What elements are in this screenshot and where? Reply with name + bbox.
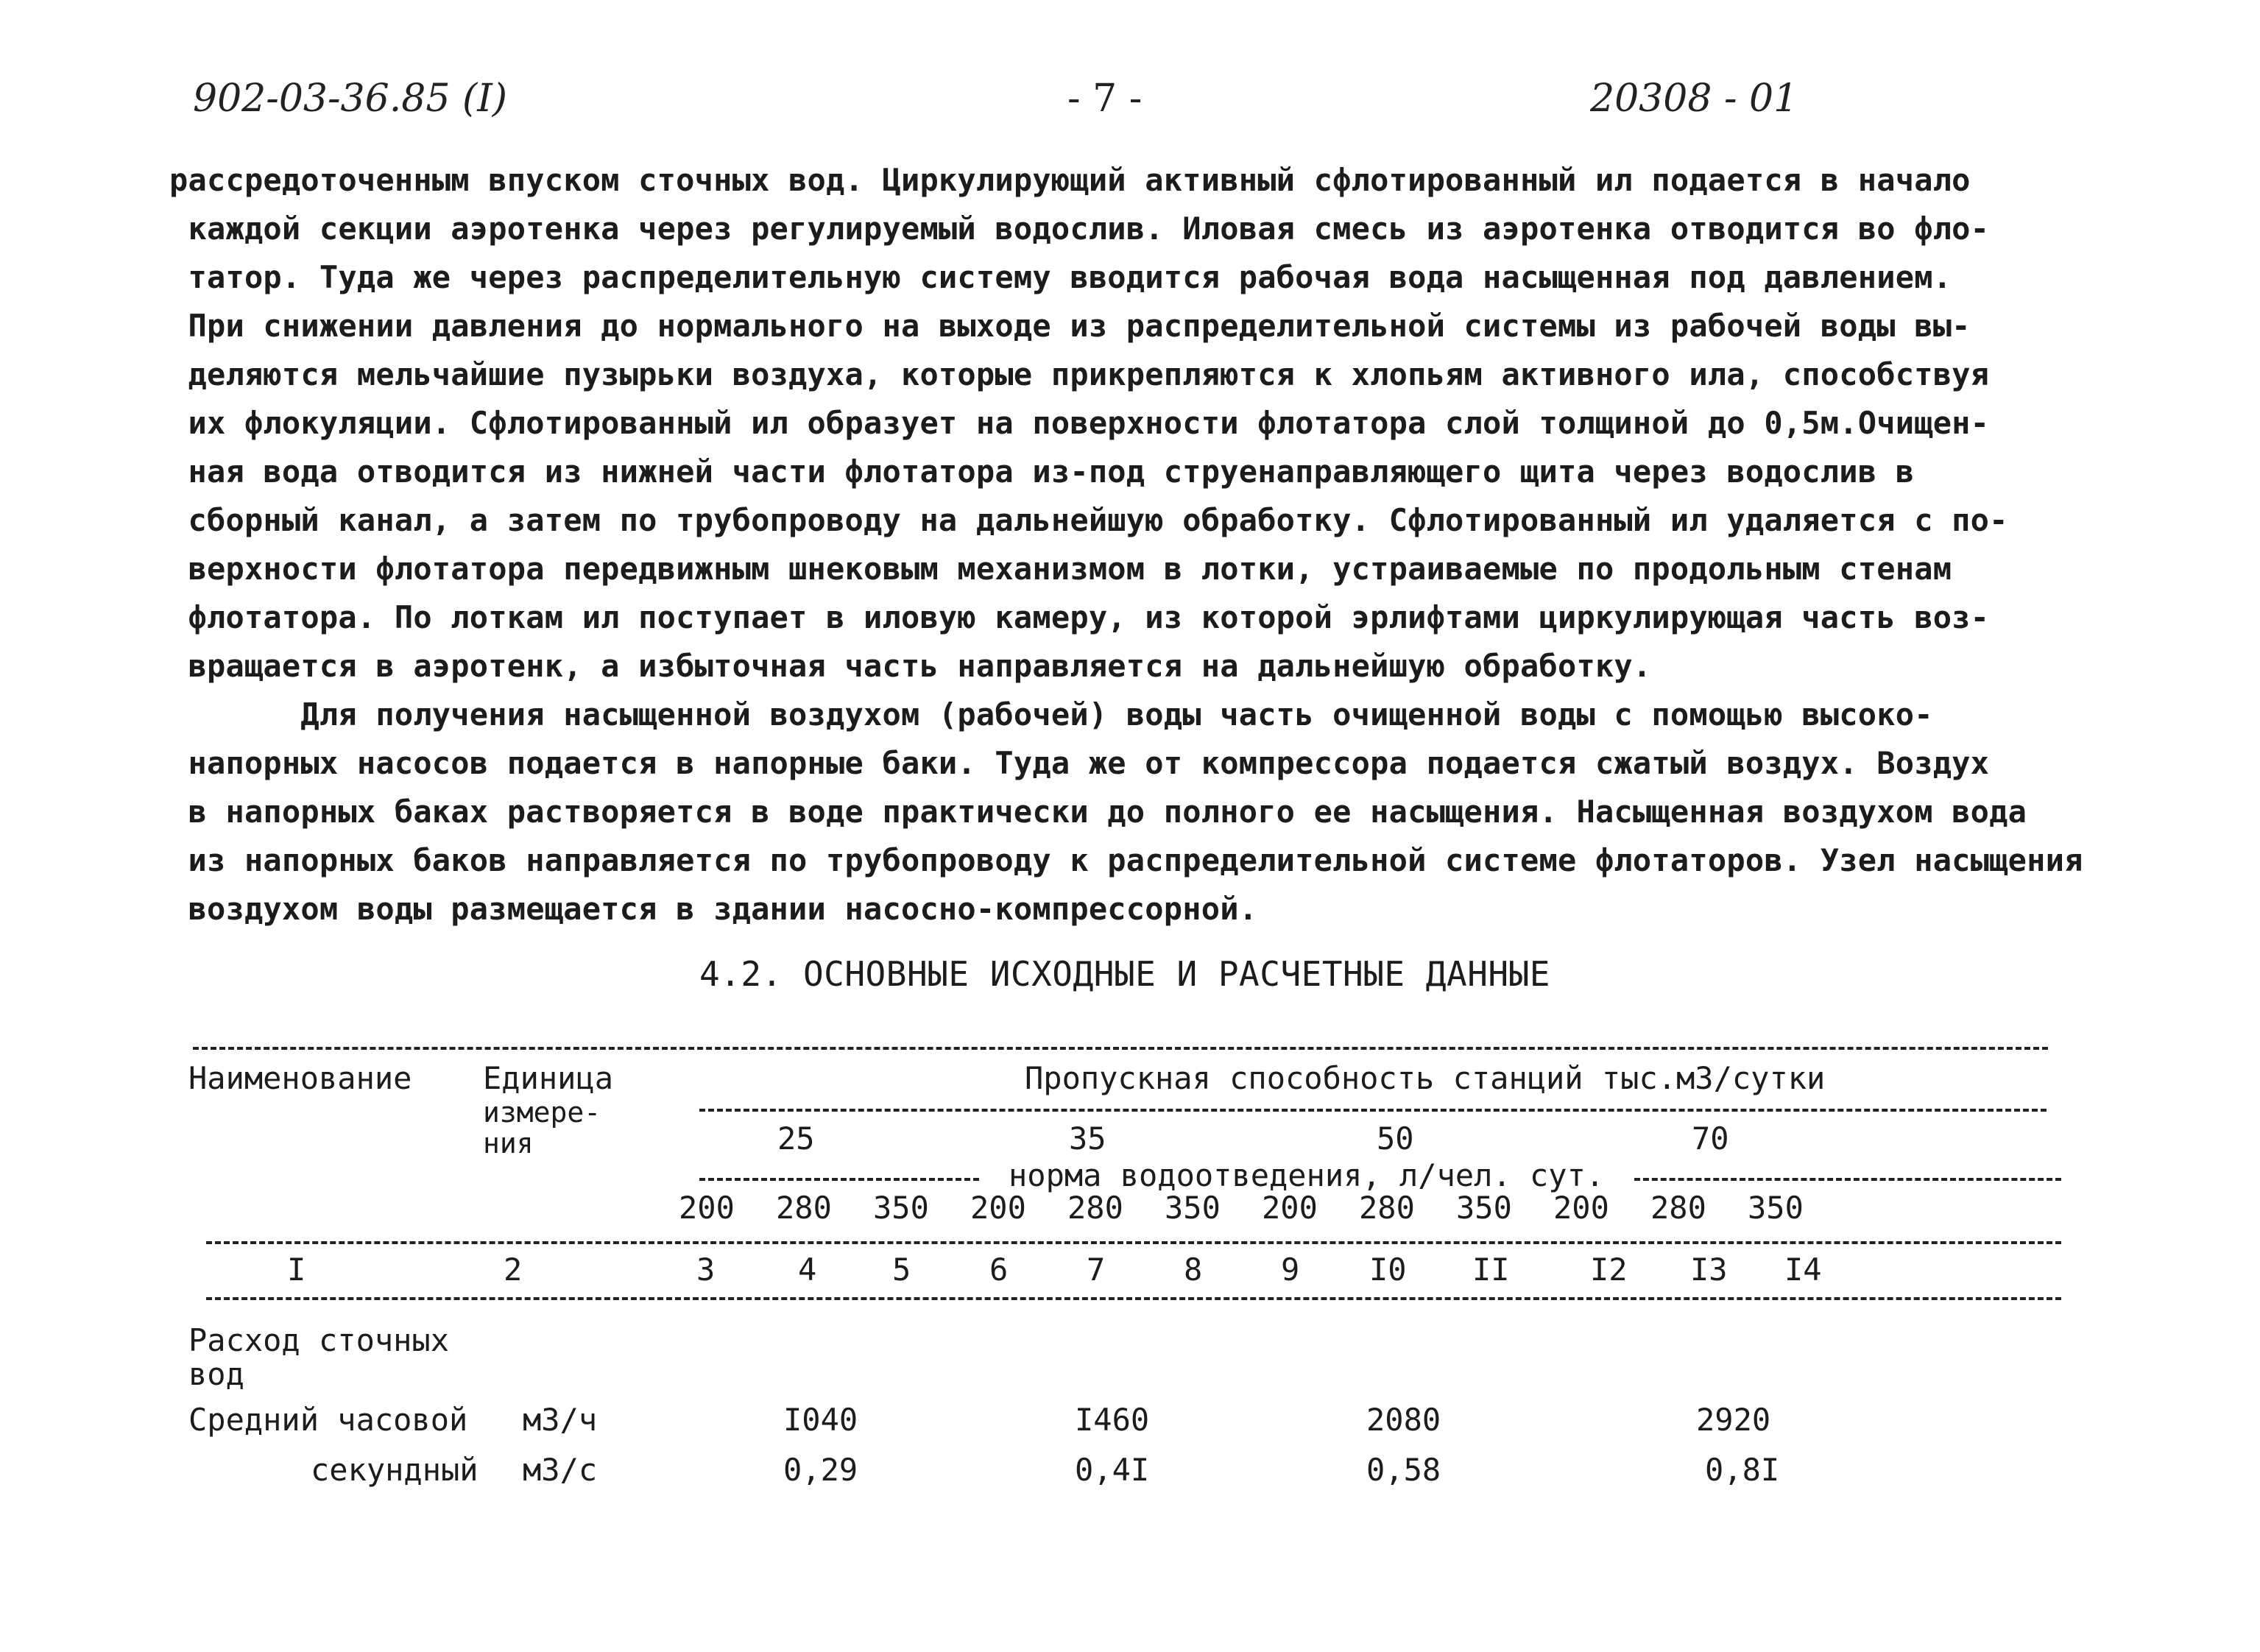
row-label: Средний часовой xyxy=(188,1402,468,1438)
row-unit: м3/с xyxy=(523,1452,598,1488)
norm-value: 350 xyxy=(1165,1190,1221,1226)
page-number: - 7 - xyxy=(1067,77,1143,121)
capacity-header: Пропускная способность станций тыс.м3/сутки xyxy=(1025,1060,1826,1096)
norm-header: норма водоотведения, л/чел. сут. xyxy=(1009,1157,1605,1193)
column-number: 8 xyxy=(1184,1252,1203,1288)
norm-value: 200 xyxy=(970,1190,1026,1226)
column-number: 9 xyxy=(1281,1252,1300,1288)
column-number: I2 xyxy=(1590,1252,1628,1288)
paragraph-2-line: Для получения насыщенной воздухом (рабочей) воды часть очищенной воды с помощью высоко- xyxy=(169,696,1933,733)
paragraph-2-line: напорных насосов подается в напорные баки. Туда же от компрессора подается сжатый воздух. Воздух xyxy=(169,745,1990,781)
column-number: 3 xyxy=(696,1252,716,1288)
document-code: 902-03-36.85 (I) xyxy=(193,77,508,121)
paragraph-1-line: каждой секции аэротенка через регулируемый водослив. Иловая смесь из аэротенка отводится во фло- xyxy=(169,211,1990,247)
paragraph-1-line: татор. Туда же через распределительную систему вводится рабочая вода насыщенная под давлением. xyxy=(169,259,1952,295)
table-cell: I460 xyxy=(1075,1402,1150,1438)
column-number: 7 xyxy=(1087,1252,1106,1288)
norm-rule-left xyxy=(699,1178,979,1181)
paragraph-1-line: рассредоточенным впуском сточных вод. Циркулирующий активный сфлотированный ил подается в начало xyxy=(169,162,1971,198)
group-label: Расход сточных xyxy=(188,1322,450,1358)
norm-value: 350 xyxy=(873,1190,929,1226)
column-number: I0 xyxy=(1369,1252,1407,1288)
paragraph-1-line: При снижении давления до нормального на выходе из распределительной системы из рабочей воды вы- xyxy=(169,308,1971,344)
norm-value: 200 xyxy=(1262,1190,1318,1226)
norm-value: 280 xyxy=(1359,1190,1415,1226)
column-number: II xyxy=(1472,1252,1510,1288)
norm-value: 200 xyxy=(1553,1190,1609,1226)
column-header-name: Наименование xyxy=(188,1060,412,1096)
column-number: I xyxy=(287,1252,306,1288)
numbers-bottom-rule xyxy=(206,1297,2061,1300)
norm-value: 350 xyxy=(1748,1190,1804,1226)
table-cell: I040 xyxy=(783,1402,858,1438)
row-unit: м3/ч xyxy=(523,1402,598,1438)
norm-value: 280 xyxy=(1650,1190,1706,1226)
paragraph-1-line: ная вода отводится из нижней части флотатора из-под струенаправляющего щита через водослив в xyxy=(169,453,1915,490)
column-header-unit: ния xyxy=(483,1127,534,1159)
paragraph-2-line: воздухом воды размещается в здании насосно-компрессорной. xyxy=(169,891,1258,927)
paragraph-1-line: деляются мельчайшие пузырьки воздуха, которые прикрепляются к хлопьям активного ила, способствуя xyxy=(169,356,1990,392)
column-number: I3 xyxy=(1690,1252,1728,1288)
column-number: 6 xyxy=(989,1252,1009,1288)
table-cell: 0,4I xyxy=(1075,1452,1150,1488)
column-number: 5 xyxy=(892,1252,911,1288)
norm-value: 280 xyxy=(1067,1190,1123,1226)
capacity-value: 35 xyxy=(1069,1120,1106,1157)
paragraph-2-line: в напорных баках растворяется в воде практически до полного ее насыщения. Насыщенная воздухом вода xyxy=(169,794,2027,830)
norm-value: 350 xyxy=(1456,1190,1512,1226)
capacity-rule xyxy=(699,1109,2047,1112)
table-cell: 0,58 xyxy=(1366,1452,1441,1488)
table-top-rule xyxy=(193,1047,2048,1050)
row-label: секундный xyxy=(311,1452,479,1488)
column-number: 2 xyxy=(504,1252,523,1288)
column-header-unit: Единица xyxy=(483,1060,614,1096)
table-cell: 0,29 xyxy=(783,1452,858,1488)
paragraph-1-line: сборный канал, а затем по трубопроводу на дальнейшую обработку. Сфлотированный ил удаляется с по- xyxy=(169,502,2008,538)
section-title: 4.2. ОСНОВНЫЕ ИСХОДНЫЕ И РАСЧЕТНЫЕ ДАННЫЕ xyxy=(699,954,1550,994)
column-number: I4 xyxy=(1784,1252,1822,1288)
sheet-code: 20308 - 01 xyxy=(1590,77,1798,121)
body-text xyxy=(169,156,2083,933)
table-cell: 0,8I xyxy=(1705,1452,1780,1488)
paragraph-1-line: вращается в аэротенк, а избыточная часть направляется на дальнейшую обработку. xyxy=(169,648,1652,684)
capacity-value: 70 xyxy=(1692,1120,1729,1157)
column-number: 4 xyxy=(798,1252,817,1288)
paragraph-1-line: верхности флотатора передвижным шнековым механизмом в лотки, устраиваемые по продольным стенам xyxy=(169,551,1952,587)
norm-value: 200 xyxy=(679,1190,735,1226)
paragraph-1-line: их флокуляции. Сфлотированный ил образует на поверхности флотатора слой толщиной до 0,5м.Очищен- xyxy=(169,405,1990,441)
norm-value: 280 xyxy=(776,1190,832,1226)
column-header-unit: измере- xyxy=(483,1096,601,1129)
capacity-value: 25 xyxy=(777,1120,815,1157)
table-cell: 2920 xyxy=(1696,1402,1771,1438)
norm-rule-right xyxy=(1634,1178,2061,1181)
capacity-value: 50 xyxy=(1377,1120,1414,1157)
paragraph-2-line: из напорных баков направляется по трубопроводу к распределительной системе флотаторов. Узел насыщения xyxy=(169,842,2083,878)
group-label: вод xyxy=(188,1356,244,1392)
table-cell: 2080 xyxy=(1366,1402,1441,1438)
header-bottom-rule xyxy=(206,1241,2061,1244)
paragraph-1-line: флотатора. По лоткам ил поступает в иловую камеру, из которой эрлифтами циркулирующая часть воз- xyxy=(169,599,1990,635)
